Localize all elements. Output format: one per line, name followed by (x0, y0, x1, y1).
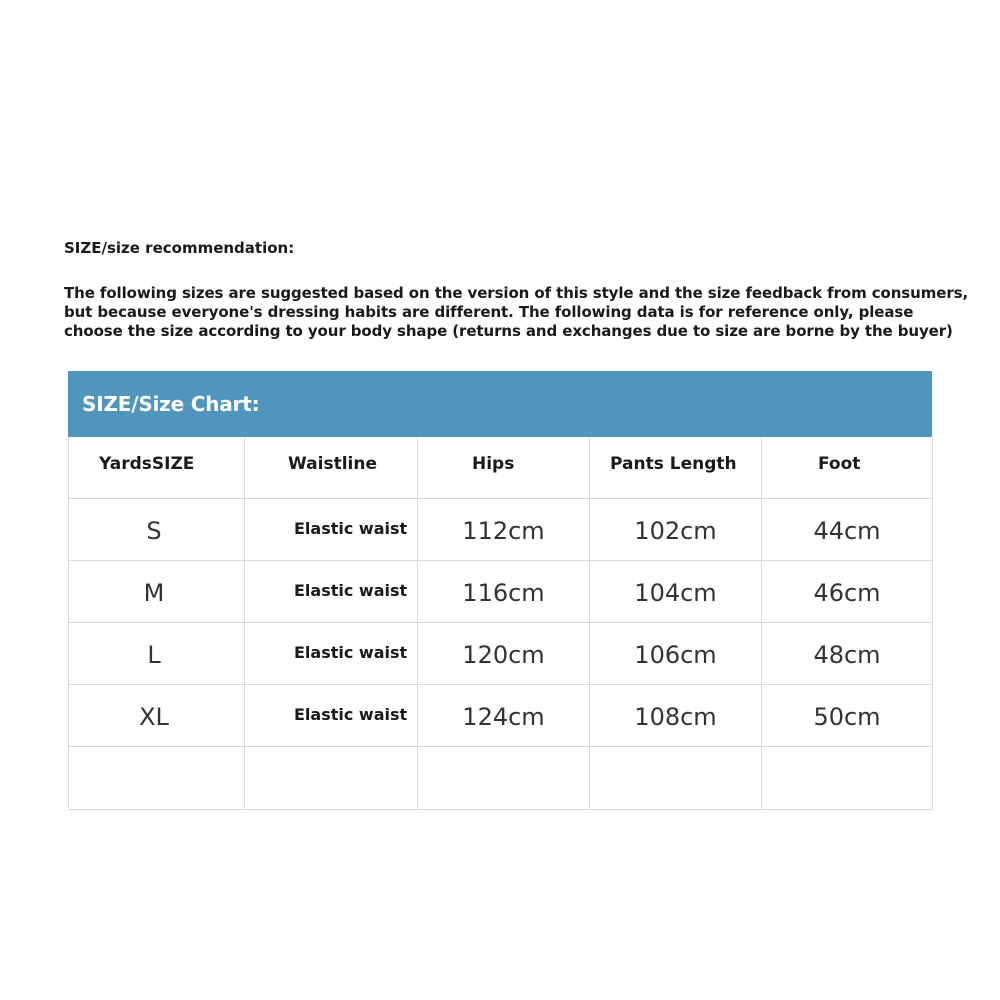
hips-cell: 124cm (418, 685, 590, 747)
recommendation-line: but because everyone's dressing habits are different. The following data is for reference only, please (64, 303, 914, 321)
pants-length-cell: 102cm (590, 499, 762, 561)
size-cell: M (69, 561, 245, 623)
pants-length-cell: 106cm (590, 623, 762, 685)
column-header-foot: Foot (762, 437, 933, 499)
waistline-cell: Elastic waist (245, 561, 418, 623)
pants-length-cell: 108cm (590, 685, 762, 747)
hips-cell: 116cm (418, 561, 590, 623)
table-row (69, 499, 933, 561)
hips-cell: 112cm (418, 499, 590, 561)
empty-cell (245, 747, 418, 810)
foot-cell: 44cm (762, 499, 933, 561)
size-cell: S (69, 499, 245, 561)
waistline-cell: Elastic waist (245, 499, 418, 561)
recommendation-line: The following sizes are suggested based on the version of this style and the size feedback from consumers, (64, 284, 969, 302)
pants-length-cell: 104cm (590, 561, 762, 623)
size-cell: XL (69, 685, 245, 747)
empty-cell (590, 747, 762, 810)
size-cell: L (69, 623, 245, 685)
hips-cell: 120cm (418, 623, 590, 685)
size-chart-title: SIZE/Size Chart: (68, 371, 932, 437)
recommendation-title: SIZE/size recommendation: (64, 239, 295, 257)
foot-cell: 46cm (762, 561, 933, 623)
empty-cell (762, 747, 933, 810)
waistline-cell: Elastic waist (245, 623, 418, 685)
table-row (69, 623, 933, 685)
empty-cell (69, 747, 245, 810)
recommendation-line: choose the size according to your body shape (returns and exchanges due to size are borne by the buyer) (64, 322, 953, 340)
recommendation-text (64, 284, 969, 341)
column-header-waistline: Waistline (245, 437, 418, 499)
table-row-empty (69, 747, 933, 810)
empty-cell (418, 747, 590, 810)
table-header-row (69, 437, 933, 499)
table-row (69, 561, 933, 623)
foot-cell: 50cm (762, 685, 933, 747)
column-header-pants-length: Pants Length (590, 437, 762, 499)
waistline-cell: Elastic waist (245, 685, 418, 747)
size-chart (68, 371, 932, 810)
foot-cell: 48cm (762, 623, 933, 685)
column-header-hips: Hips (418, 437, 590, 499)
size-table (68, 437, 933, 810)
column-header-size: YardsSIZE (69, 437, 245, 499)
table-row (69, 685, 933, 747)
